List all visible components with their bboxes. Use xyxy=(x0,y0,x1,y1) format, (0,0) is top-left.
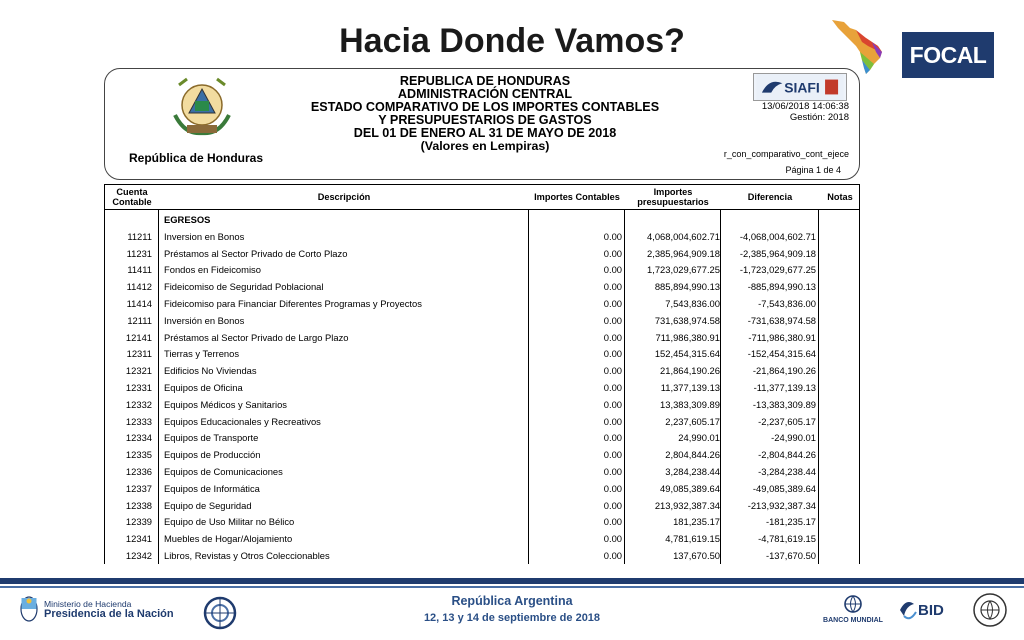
table-row xyxy=(104,512,860,529)
table-row xyxy=(104,546,860,563)
cell-presupuestarios: 49,085,389.64 xyxy=(660,482,720,494)
table-row xyxy=(104,344,860,361)
cell-diferencia: -24,990.01 xyxy=(771,432,816,444)
cell-diferencia: -4,781,619.15 xyxy=(758,533,816,545)
cell-presupuestarios: 213,932,387.34 xyxy=(654,499,720,511)
table-row xyxy=(104,395,860,412)
argentina-shield-icon xyxy=(20,596,38,622)
cell-diferencia: -2,385,964,909.18 xyxy=(739,247,816,259)
cell-contables: 0.00 xyxy=(603,331,622,343)
table-row xyxy=(104,479,860,496)
cell-presupuestarios: 21,864,190.26 xyxy=(660,365,720,377)
cell-presupuestarios: 2,804,844.26 xyxy=(665,449,720,461)
cell-diferencia: -21,864,190.26 xyxy=(752,365,816,377)
event-info xyxy=(350,594,674,624)
table-row xyxy=(104,294,860,311)
report-header xyxy=(104,68,860,180)
ministry-line1: Ministerio de Hacienda xyxy=(44,599,132,609)
cell-contables: 0.00 xyxy=(603,398,622,410)
cell-presupuestarios: 731,638,974.58 xyxy=(654,314,720,326)
cell-descripcion: Equipos Médicos y Sanitarios xyxy=(164,398,287,410)
cell-cuenta: 12332 xyxy=(125,398,152,410)
cell-descripcion: Equipos de Comunicaciones xyxy=(164,466,283,477)
cell-presupuestarios: 4,781,619.15 xyxy=(665,533,720,545)
section-label: EGRESOS xyxy=(164,214,211,225)
cell-presupuestarios: 2,385,964,909.18 xyxy=(647,247,720,259)
latin-america-map-icon xyxy=(826,16,892,76)
cell-descripcion: Equipos de Transporte xyxy=(164,432,259,444)
cell-descripcion: Equipos Educacionales y Recreativos xyxy=(164,415,321,427)
cell-descripcion: Inversion en Bonos xyxy=(164,230,245,242)
cell-diferencia: -3,284,238.44 xyxy=(758,466,816,477)
table-row xyxy=(104,361,860,378)
cell-presupuestarios: 24,990.01 xyxy=(678,432,720,444)
cell-descripcion: Muebles de Hogar/Alojamiento xyxy=(164,533,293,545)
report-title-line6: (Valores en Lempiras) xyxy=(420,139,550,153)
cell-cuenta: 12338 xyxy=(125,499,152,511)
table-row xyxy=(104,260,860,277)
cell-cuenta: 12333 xyxy=(125,415,152,427)
header-presupuestarios: Importes presupuestarios xyxy=(637,187,709,207)
cell-cuenta: 11211 xyxy=(127,230,152,242)
cell-descripcion: Inversión en Bonos xyxy=(164,314,245,326)
cell-diferencia: -711,986,380.91 xyxy=(748,331,816,343)
siafi-logo xyxy=(753,73,847,101)
ministry-logo xyxy=(20,596,174,622)
cell-descripcion: Equipos de Oficina xyxy=(164,382,243,393)
cell-descripcion: Préstamos al Sector Privado de Corto Plazo xyxy=(164,247,348,259)
event-country: República Argentina xyxy=(451,594,573,608)
table-row xyxy=(104,496,860,513)
cell-descripcion: Equipos de Producción xyxy=(164,449,261,461)
report-title-line5: DEL 01 DE ENERO AL 31 DE MAYO DE 2018 xyxy=(353,126,617,140)
footer-divider xyxy=(0,586,1024,588)
table-row xyxy=(104,328,860,345)
report-datetime: 13/06/2018 14:06:38 xyxy=(761,101,849,112)
cell-descripcion: Equipos de Informática xyxy=(164,482,260,494)
cell-cuenta: 12311 xyxy=(126,348,152,360)
cell-diferencia: -885,894,990.13 xyxy=(747,281,816,293)
table-row xyxy=(104,244,860,261)
world-bank-logo-text: BANCO MUNDIAL xyxy=(823,617,883,624)
cell-presupuestarios: 2,237,605.17 xyxy=(665,415,720,427)
contaduria-logo-icon xyxy=(200,596,240,630)
header-descripcion: Descripción xyxy=(317,192,371,202)
report-code: r_con_comparativo_cont_ejece xyxy=(723,149,849,159)
imf-seal-icon xyxy=(972,592,1008,628)
cell-presupuestarios: 885,894,990.13 xyxy=(654,281,720,293)
slide-title: Hacia Donde Vamos? xyxy=(339,22,685,60)
cell-descripcion: Tierras y Terrenos xyxy=(164,348,240,360)
cell-descripcion: Equipo de Seguridad xyxy=(164,499,252,511)
cell-presupuestarios: 11,377,139.13 xyxy=(660,382,720,393)
report-title-line2: ADMINISTRACIÓN CENTRAL xyxy=(397,87,573,101)
cell-contables: 0.00 xyxy=(603,415,622,427)
report-title-line1: REPUBLICA DE HONDURAS xyxy=(399,74,571,88)
cell-cuenta: 11412 xyxy=(126,281,152,293)
cell-presupuestarios: 181,235.17 xyxy=(673,516,720,528)
cell-cuenta: 12341 xyxy=(125,533,152,545)
table-row xyxy=(104,529,860,546)
cell-contables: 0.00 xyxy=(603,281,622,293)
table-row xyxy=(104,311,860,328)
bid-logo-text: BID xyxy=(918,602,944,619)
cell-cuenta: 12339 xyxy=(125,516,152,528)
cell-cuenta: 12336 xyxy=(125,466,152,477)
cell-contables: 0.00 xyxy=(603,264,622,276)
cell-contables: 0.00 xyxy=(603,382,622,393)
cell-diferencia: -137,670.50 xyxy=(765,550,816,561)
cell-cuenta: 12321 xyxy=(125,365,152,377)
cell-presupuestarios: 4,068,004,602.71 xyxy=(647,230,720,242)
cell-presupuestarios: 1,723,029,677.25 xyxy=(647,264,720,276)
cell-presupuestarios: 152,454,315.64 xyxy=(654,348,720,360)
cell-descripcion: Fideicomiso para Financiar Diferentes Programas y Proyectos xyxy=(164,298,422,309)
cell-contables: 0.00 xyxy=(603,533,622,545)
cell-contables: 0.00 xyxy=(603,432,622,444)
cell-descripcion: Edificios No Viviendas xyxy=(164,365,257,377)
comparative-table xyxy=(104,184,860,564)
report-title-line4: Y PRESUPUESTARIOS DE GASTOS xyxy=(378,113,592,127)
table-row xyxy=(104,412,860,429)
report-gestion: Gestión: 2018 xyxy=(789,112,849,123)
table-header xyxy=(104,184,860,210)
cell-contables: 0.00 xyxy=(603,298,622,309)
cell-cuenta: 12337 xyxy=(125,482,152,494)
cell-contables: 0.00 xyxy=(603,449,622,461)
cell-cuenta: 11414 xyxy=(126,298,152,309)
cell-descripcion: Fideicomiso de Seguridad Poblacional xyxy=(164,281,324,293)
cell-descripcion: Libros, Revistas y Otros Coleccionables xyxy=(164,550,330,561)
cell-presupuestarios: 711,986,380.91 xyxy=(655,331,720,343)
cell-contables: 0.00 xyxy=(603,247,622,259)
report-titles xyxy=(255,75,715,153)
cell-cuenta: 12342 xyxy=(125,550,152,561)
event-dates: 12, 13 y 14 de septiembre de 2018 xyxy=(423,612,601,624)
cell-contables: 0.00 xyxy=(603,230,622,242)
footer-bar xyxy=(0,578,1024,584)
cell-diferencia: -4,068,004,602.71 xyxy=(739,230,816,242)
header-contables: Importes Contables xyxy=(534,192,620,202)
cell-cuenta: 12334 xyxy=(125,432,152,444)
cell-contables: 0.00 xyxy=(603,365,622,377)
cell-diferencia: -731,638,974.58 xyxy=(747,314,816,326)
cell-cuenta: 12335 xyxy=(125,449,152,461)
cell-cuenta: 12331 xyxy=(125,382,152,393)
table-row xyxy=(104,227,860,244)
cell-cuenta: 11411 xyxy=(127,264,152,276)
header-diferencia: Diferencia xyxy=(747,192,793,202)
cell-diferencia: -11,377,139.13 xyxy=(753,382,816,393)
cell-descripcion: Fondos en Fideicomiso xyxy=(164,264,261,276)
table-row xyxy=(104,462,860,479)
cell-descripcion: Equipo de Uso Militar no Bélico xyxy=(164,516,295,528)
cell-diferencia: -13,383,309.89 xyxy=(752,398,816,410)
honduras-coat-of-arms-icon xyxy=(165,75,239,141)
cell-cuenta: 11231 xyxy=(126,247,152,259)
table-row xyxy=(104,445,860,462)
cell-contables: 0.00 xyxy=(603,314,622,326)
cell-presupuestarios: 137,670.50 xyxy=(673,550,720,561)
report-meta xyxy=(762,101,849,123)
cell-diferencia: -181,235.17 xyxy=(765,516,816,528)
cell-presupuestarios: 13,383,309.89 xyxy=(660,398,720,410)
bid-logo xyxy=(896,596,956,624)
cell-presupuestarios: 7,543,836.00 xyxy=(665,298,720,309)
cell-diferencia: -152,454,315.64 xyxy=(747,348,816,360)
focal-logo: FOCAL xyxy=(902,32,994,78)
cell-diferencia: -2,237,605.17 xyxy=(758,415,816,427)
section-row xyxy=(104,210,860,227)
cell-contables: 0.00 xyxy=(603,482,622,494)
cell-descripcion: Préstamos al Sector Privado de Largo Plazo xyxy=(164,331,349,343)
table-row xyxy=(104,428,860,445)
report-title-line3: ESTADO COMPARATIVO DE LOS IMPORTES CONTABLES xyxy=(310,100,660,114)
cell-diferencia: -49,085,389.64 xyxy=(752,482,816,494)
cell-diferencia: -2,804,844.26 xyxy=(758,449,816,461)
country-label: República de Honduras xyxy=(129,151,264,165)
cell-contables: 0.00 xyxy=(603,348,622,360)
cell-diferencia: -213,932,387.34 xyxy=(747,499,816,511)
table-row xyxy=(104,277,860,294)
cell-cuenta: 12111 xyxy=(127,314,152,326)
cell-contables: 0.00 xyxy=(603,466,622,477)
header-cuenta: Cuenta Contable xyxy=(112,187,152,207)
world-bank-logo xyxy=(822,594,884,628)
report-page: Página 1 de 4 xyxy=(785,165,841,175)
ministry-text xyxy=(44,599,174,619)
cell-diferencia: -1,723,029,677.25 xyxy=(739,264,816,276)
header-notas: Notas xyxy=(827,192,853,202)
cell-contables: 0.00 xyxy=(603,516,622,528)
cell-contables: 0.00 xyxy=(603,550,622,561)
cell-cuenta: 12141 xyxy=(125,331,152,343)
siafi-logo-text: SIAFI xyxy=(784,79,820,96)
cell-contables: 0.00 xyxy=(603,499,622,511)
table-row xyxy=(104,378,860,395)
ministry-line2: Presidencia de la Nación xyxy=(44,608,174,620)
cell-presupuestarios: 3,284,238.44 xyxy=(665,466,720,477)
cell-diferencia: -7,543,836.00 xyxy=(758,298,816,309)
